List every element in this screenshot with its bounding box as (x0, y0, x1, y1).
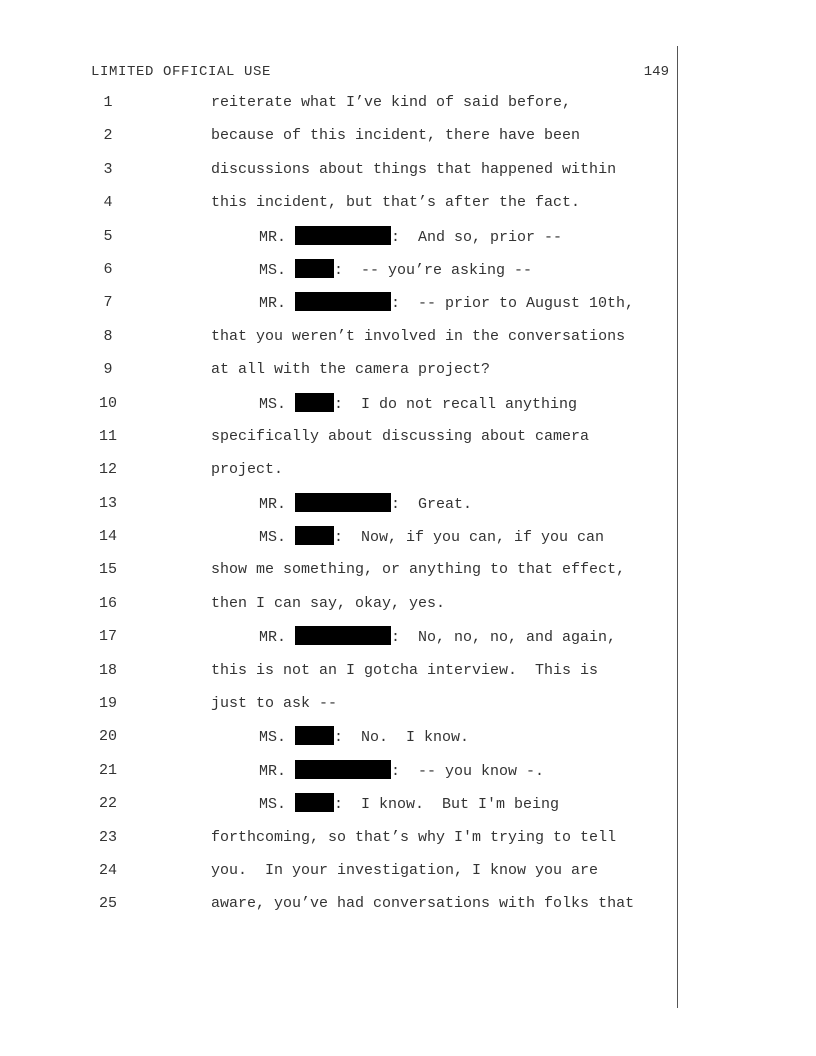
line-text: forthcoming, so that’s why I'm trying to tell (211, 828, 617, 846)
transcript-line (0, 559, 680, 592)
line-number: 16 (98, 594, 117, 612)
line-number: 17 (98, 628, 117, 646)
line-text: : No. I know. (334, 729, 470, 747)
transcript-line (0, 125, 680, 158)
transcript-line (0, 493, 680, 526)
line-number: 10 (98, 394, 117, 412)
transcript-line (0, 259, 680, 292)
page-number: 149 (643, 64, 669, 80)
line-number: 20 (98, 728, 117, 746)
transcript-line (0, 660, 680, 693)
speaker-line (259, 526, 604, 549)
line-text: show me something, or anything to that effect, (211, 561, 626, 579)
line-text: specifically about discussing about camera (211, 427, 590, 445)
line-text: aware, you’ve had conversations with folks that (211, 895, 635, 913)
transcript-line (0, 893, 680, 926)
page-header (91, 62, 669, 82)
line-number: 4 (103, 194, 113, 212)
speaker-line (259, 626, 616, 649)
speaker-line (259, 793, 559, 816)
line-text: this incident, but that’s after the fact. (211, 194, 581, 212)
line-number: 14 (98, 528, 117, 546)
speaker-title: MS. (259, 261, 296, 279)
line-number: 18 (98, 661, 117, 679)
transcript-line (0, 192, 680, 225)
line-number: 2 (103, 127, 113, 145)
speaker-line (259, 726, 469, 749)
line-text: : -- prior to August 10th, (391, 295, 635, 313)
transcript-line (0, 693, 680, 726)
redaction-box (295, 626, 391, 645)
speaker-line (259, 760, 544, 783)
transcript-line (0, 226, 680, 259)
line-text: : Now, if you can, if you can (334, 529, 605, 547)
speaker-title: MR. (259, 295, 296, 313)
line-number: 5 (103, 227, 113, 245)
transcript-line (0, 359, 680, 392)
line-text: this is not an I gotcha interview. This is (211, 661, 599, 679)
line-number: 24 (98, 861, 117, 879)
transcript-line (0, 793, 680, 826)
speaker-line (259, 292, 634, 315)
transcript-line (0, 393, 680, 426)
line-text: : And so, prior -- (391, 228, 563, 246)
speaker-title: MS. (259, 395, 296, 413)
line-text: : I know. But I'm being (334, 796, 560, 814)
line-number: 1 (103, 94, 113, 111)
line-number: 22 (98, 795, 117, 813)
redaction-box (295, 226, 391, 245)
transcript-line (0, 626, 680, 659)
transcript-line (0, 459, 680, 492)
line-text: project. (211, 461, 284, 479)
line-text: discussions about things that happened within (211, 160, 617, 178)
transcript-line (0, 760, 680, 793)
line-number: 23 (98, 828, 117, 846)
line-text: then I can say, okay, yes. (211, 594, 446, 612)
transcript-line (0, 159, 680, 192)
line-number: 6 (103, 260, 113, 278)
line-text: reiterate what I’ve kind of said before, (211, 94, 572, 111)
speaker-title: MS. (259, 796, 296, 814)
transcript-line (0, 326, 680, 359)
line-text: : Great. (391, 495, 473, 513)
speaker-title: MS. (259, 729, 296, 747)
line-number: 12 (98, 461, 117, 479)
line-number: 25 (98, 895, 117, 913)
redaction-box (295, 726, 334, 745)
transcript-line (0, 827, 680, 860)
line-number: 11 (98, 427, 117, 445)
speaker-title: MR. (259, 762, 296, 780)
line-number: 21 (98, 761, 117, 779)
line-text: : -- you’re asking -- (334, 261, 533, 279)
redaction-box (295, 760, 391, 779)
transcript-line (0, 292, 680, 325)
line-number: 15 (98, 561, 117, 579)
speaker-title: MR. (259, 629, 296, 647)
redaction-box (295, 793, 334, 812)
transcript-line (0, 726, 680, 759)
line-number: 9 (103, 361, 113, 379)
line-number: 3 (103, 160, 113, 178)
line-number: 19 (98, 695, 117, 713)
speaker-title: MS. (259, 529, 296, 547)
redaction-box (295, 493, 391, 512)
speaker-title: MR. (259, 495, 296, 513)
transcript-line (0, 92, 680, 125)
line-number: 13 (98, 494, 117, 512)
transcript-lines (0, 92, 680, 927)
transcript-line (0, 593, 680, 626)
line-text: you. In your investigation, I know you are (211, 861, 599, 879)
line-text: : -- you know -. (391, 762, 545, 780)
transcript-line (0, 860, 680, 893)
speaker-title: MR. (259, 228, 296, 246)
transcript-line (0, 426, 680, 459)
speaker-line (259, 259, 532, 282)
transcript-line (0, 526, 680, 559)
speaker-line (259, 493, 472, 516)
speaker-line (259, 226, 562, 249)
line-text: : I do not recall anything (334, 395, 578, 413)
speaker-line (259, 393, 577, 416)
line-text: just to ask -- (211, 695, 338, 713)
line-text: because of this incident, there have been (211, 127, 581, 145)
line-text: at all with the camera project? (211, 361, 491, 379)
redaction-box (295, 393, 334, 412)
line-number: 8 (103, 327, 113, 345)
redaction-box (295, 292, 391, 311)
line-text: that you weren’t involved in the conversations (211, 327, 626, 345)
redaction-box (295, 259, 334, 278)
redaction-box (295, 526, 334, 545)
line-text: : No, no, no, and again, (391, 629, 617, 647)
line-number: 7 (103, 294, 113, 312)
classification-label: LIMITED OFFICIAL USE (91, 64, 272, 80)
